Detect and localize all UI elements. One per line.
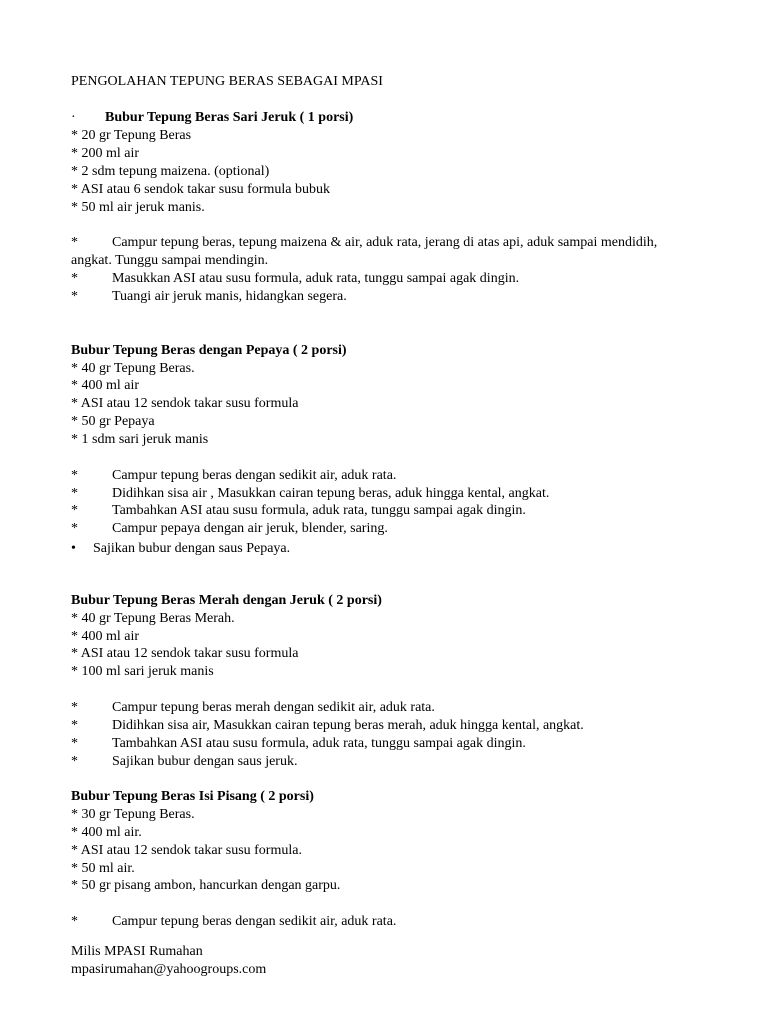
recipe-4-ingredient: * 50 gr pisang ambon, hancurkan dengan garpu. [71,878,341,893]
document-title: PENGOLAHAN TEPUNG BERAS SEBAGAI MPASI [71,74,383,89]
recipe-4-step: Campur tepung beras dengan sedikit air, aduk rata. [112,914,397,929]
recipe-1-ingredient: * ASI atau 6 sendok takar susu formula bubuk [71,182,330,197]
recipe-2-step: Campur pepaya dengan air jeruk, blender, saring. [112,521,388,536]
recipe-3-step: Tambahkan ASI atau susu formula, aduk rata, tunggu sampai agak dingin. [112,736,526,751]
recipe-2-final-step: Sajikan bubur dengan saus Pepaya. [93,541,291,556]
recipe-3-step: Sajikan bubur dengan saus jeruk. [112,754,298,769]
step-marker: * [71,754,78,769]
recipe-1-step-1-text: Campur tepung beras, tepung maizena & air, aduk rata, jerang di atas api, aduk sampai mendidih, angkat. Tunggu sampai mendingin. [71,235,658,268]
recipe-4-ingredient: * 30 gr Tepung Beras. [71,807,195,822]
step-marker: * [71,914,78,929]
step-marker: * [71,271,78,286]
step-marker: * [71,736,78,751]
recipe-2-ingredient: * 40 gr Tepung Beras. [71,361,195,376]
footer-email: mpasirumahan@yahoogroups.com [71,962,267,977]
recipe-2-step: Didihkan sisa air , Masukkan cairan tepung beras, aduk hingga kental, angkat. [112,486,550,501]
recipe-4-ingredient: * 50 ml air. [71,861,135,876]
recipe-1-bullet: · [71,110,76,125]
recipe-3-step: Didihkan sisa air, Masukkan cairan tepung beras merah, aduk hingga kental, angkat. [112,718,584,733]
recipe-1-step-1 [71,234,671,270]
recipe-3-ingredient: * ASI atau 12 sendok takar susu formula [71,646,299,661]
recipe-1-heading: Bubur Tepung Beras Sari Jeruk ( 1 porsi) [105,110,354,125]
step-marker: * [71,468,78,483]
step-marker: * [71,235,78,250]
recipe-3-step: Campur tepung beras merah dengan sedikit air, aduk rata. [112,700,435,715]
recipe-1-step: Masukkan ASI atau susu formula, aduk rata, tunggu sampai agak dingin. [112,271,520,286]
recipe-2-step: Tambahkan ASI atau susu formula, aduk rata, tunggu sampai agak dingin. [112,503,526,518]
recipe-2-ingredient: * 50 gr Pepaya [71,414,155,429]
recipe-4-ingredient: * ASI atau 12 sendok takar susu formula. [71,843,302,858]
step-marker: * [71,700,78,715]
recipe-3-heading: Bubur Tepung Beras Merah dengan Jeruk ( 2 porsi) [71,593,382,608]
recipe-1-ingredient: * 2 sdm tepung maizena. (optional) [71,164,270,179]
step-marker: * [71,503,78,518]
recipe-3-ingredient: * 40 gr Tepung Beras Merah. [71,611,235,626]
recipe-1-ingredient: * 20 gr Tepung Beras [71,128,192,143]
step-marker: * [71,521,78,536]
recipe-2-ingredient: * ASI atau 12 sendok takar susu formula [71,396,299,411]
recipe-2-step: Campur tepung beras dengan sedikit air, aduk rata. [112,468,397,483]
step-marker: * [71,486,78,501]
footer-group-name: Milis MPASI Rumahan [71,944,203,959]
step-marker: * [71,718,78,733]
recipe-3-ingredient: * 100 ml sari jeruk manis [71,664,214,679]
recipe-1-step: Tuangi air jeruk manis, hidangkan segera. [112,289,347,304]
recipe-1-ingredient: * 200 ml air [71,146,140,161]
recipe-2-final-bullet: • [71,541,76,556]
recipe-2-ingredient: * 400 ml air [71,378,140,393]
recipe-4-heading: Bubur Tepung Beras Isi Pisang ( 2 porsi) [71,789,314,804]
recipe-4-ingredient: * 400 ml air. [71,825,142,840]
recipe-2-ingredient: * 1 sdm sari jeruk manis [71,432,209,447]
recipe-1-ingredient: * 50 ml air jeruk manis. [71,200,205,215]
step-marker: * [71,289,78,304]
recipe-3-ingredient: * 400 ml air [71,629,140,644]
recipe-2-heading: Bubur Tepung Beras dengan Pepaya ( 2 porsi) [71,343,347,358]
